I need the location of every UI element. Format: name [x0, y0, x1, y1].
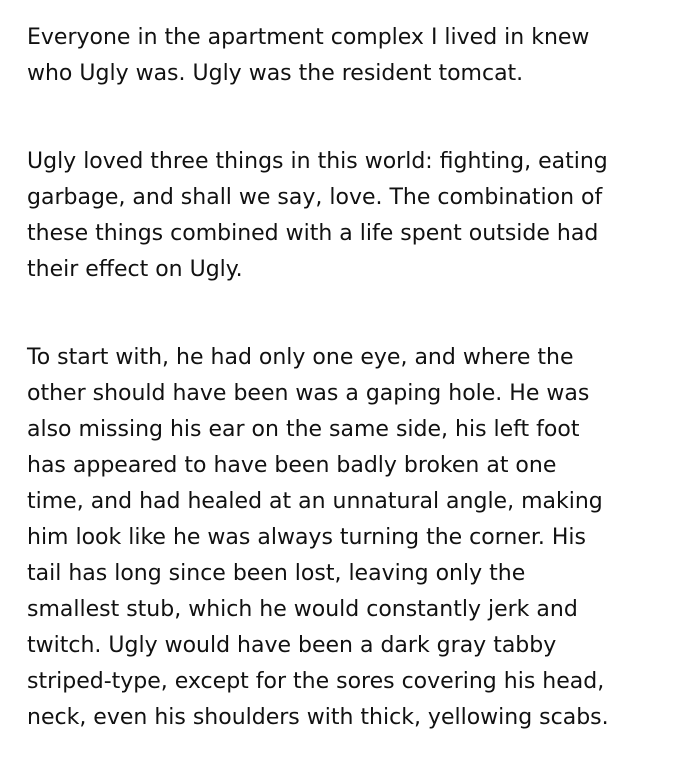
- text-line: Ugly loved three things in this world: fighting, eating: [27, 149, 608, 174]
- story-text: [27, 20, 687, 736]
- text-line: striped-type, except for the sores covering his head,: [27, 669, 605, 694]
- text-line: To start with, he had only one eye, and where the: [27, 345, 574, 370]
- text-line: garbage, and shall we say, love. The combination of: [27, 185, 603, 210]
- text-line: time, and had healed at an unnatural angle, making: [27, 489, 603, 514]
- paragraph-1: [27, 20, 687, 92]
- text-line: him look like he was always turning the corner. His: [27, 525, 587, 550]
- text-line: twitch. Ugly would have been a dark gray tabby: [27, 633, 557, 658]
- text-line: tail has long since been lost, leaving only the: [27, 561, 526, 586]
- text-line: smallest stub, which he would constantly jerk and: [27, 597, 578, 622]
- text-line: other should have been was a gaping hole. He was: [27, 381, 590, 406]
- text-line: has appeared to have been badly broken at one: [27, 453, 557, 478]
- text-line: their effect on Ugly.: [27, 257, 243, 282]
- text-line: Everyone in the apartment complex I lived in knew: [27, 25, 590, 50]
- paragraph-2: [27, 144, 687, 288]
- text-line: neck, even his shoulders with thick, yellowing scabs.: [27, 705, 609, 730]
- text-line: these things combined with a life spent outside had: [27, 221, 599, 246]
- paragraph-3: [27, 340, 687, 736]
- text-line: also missing his ear on the same side, his left foot: [27, 417, 580, 442]
- text-line: who Ugly was. Ugly was the resident tomcat.: [27, 61, 524, 86]
